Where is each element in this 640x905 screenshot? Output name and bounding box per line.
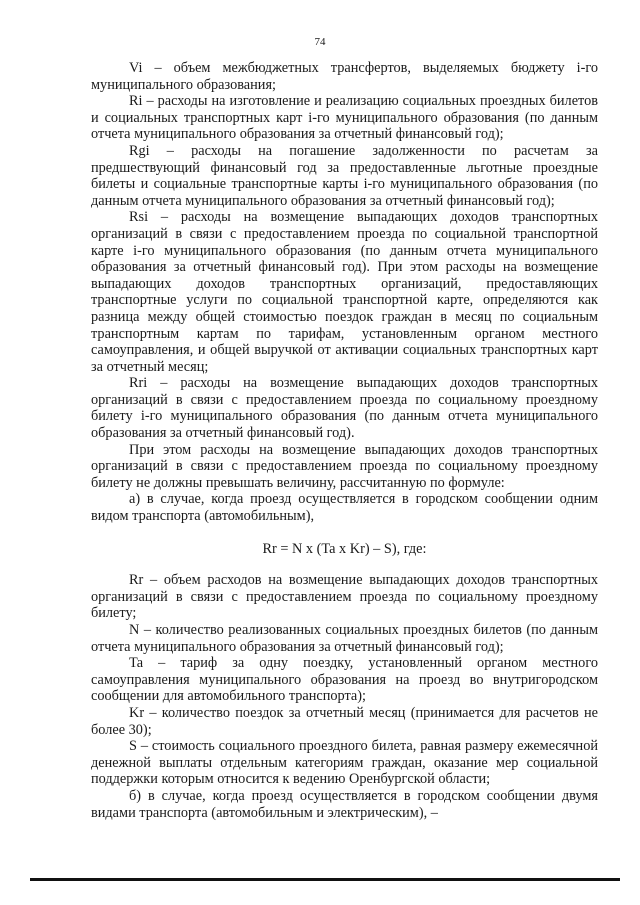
paragraph-case-b: б) в случае, когда проезд осуществляется в городском сообщении двумя видами транспорта (автомобильным и электрическим), – [91,787,598,821]
document-body [91,60,598,821]
paragraph-rri: Rri – расходы на возмещение выпадающих доходов транспортных организаций в связи с предоставлением проезда по социальному проездному билету i-го муниципального образования (по данным отчета муниципального образования за отчетный финансовый год). [91,375,598,442]
paragraph-limit: При этом расходы на возмещение выпадающих доходов транспортных организаций в связи с предоставлением проезда по социальному проездному билету не должны превышать величину, рассчитанную по формуле: [91,441,598,491]
definition-kr: Kr – количество поездок за отчетный месяц (принимается для расчетов не более 30); [91,704,598,738]
definition-ta: Ta – тариф за одну поездку, установленный органом местного самоуправления муниципального образования на проезд во внутригородском сообщении для автомобильного транспорта); [91,655,598,705]
page-number: 74 [314,36,326,48]
paragraph-vi: Vi – объем межбюджетных трансфертов, выделяемых бюджету i-го муниципального образования; [91,60,598,93]
formula: Rr = N x (Ta x Kr) – S), где: [262,540,427,557]
definition-rr: Rr – объем расходов на возмещение выпадающих доходов транспортных организаций в связи с предоставлением проезда по социальному проездному билету; [91,572,598,622]
paragraph-case-a: а) в случае, когда проезд осуществляется в городском сообщении одним видом транспорта (автомобильным), [91,491,598,525]
definition-n: N – количество реализованных социальных проездных билетов (по данным отчета муниципального образования за отчетный финансовый год); [91,622,598,655]
definition-s: S – стоимость социального проездного билета, равная размеру ежемесячной денежной выплаты отдельным категориям граждан, оказание мер социальной поддержки которым относится к ведению Оренбургской области; [91,738,598,788]
paragraph-rgi: Rgi – расходы на погашение задолженности по расчетам за предшествующий финансовый год за предоставленные льготные проездные билеты и социальные транспортные карты i-го муниципального образования (по данным отчета муниципального образования за отчетный финансовый год); [91,142,598,209]
bottom-rule [30,878,620,881]
paragraph-rsi: Rsi – расходы на возмещение выпадающих доходов транспортных организаций в связи с предоставлением проезда по социальной транспортной карте i-го муниципального образования (по данным отчета муниципального образования за отчетный финансовый год). При этом расходы на возмещение выпадающих доходов транспортных организаций, предоставляющих транспортные услуги по социальной транспортной карте, определяются как разница между общей стоимостью поездок граждан в месяц по социальным транспортным картам по тарифам, установленным органом местного самоуправления, и общей выручкой от активации социальных транспортных карт за отчетный месяц; [91,209,598,375]
paragraph-ri: Ri – расходы на изготовление и реализацию социальных проездных билетов и социальных транспортных карт i-го муниципального образования (по данным отчета муниципального образования за отчетный финансовый год); [91,93,598,143]
